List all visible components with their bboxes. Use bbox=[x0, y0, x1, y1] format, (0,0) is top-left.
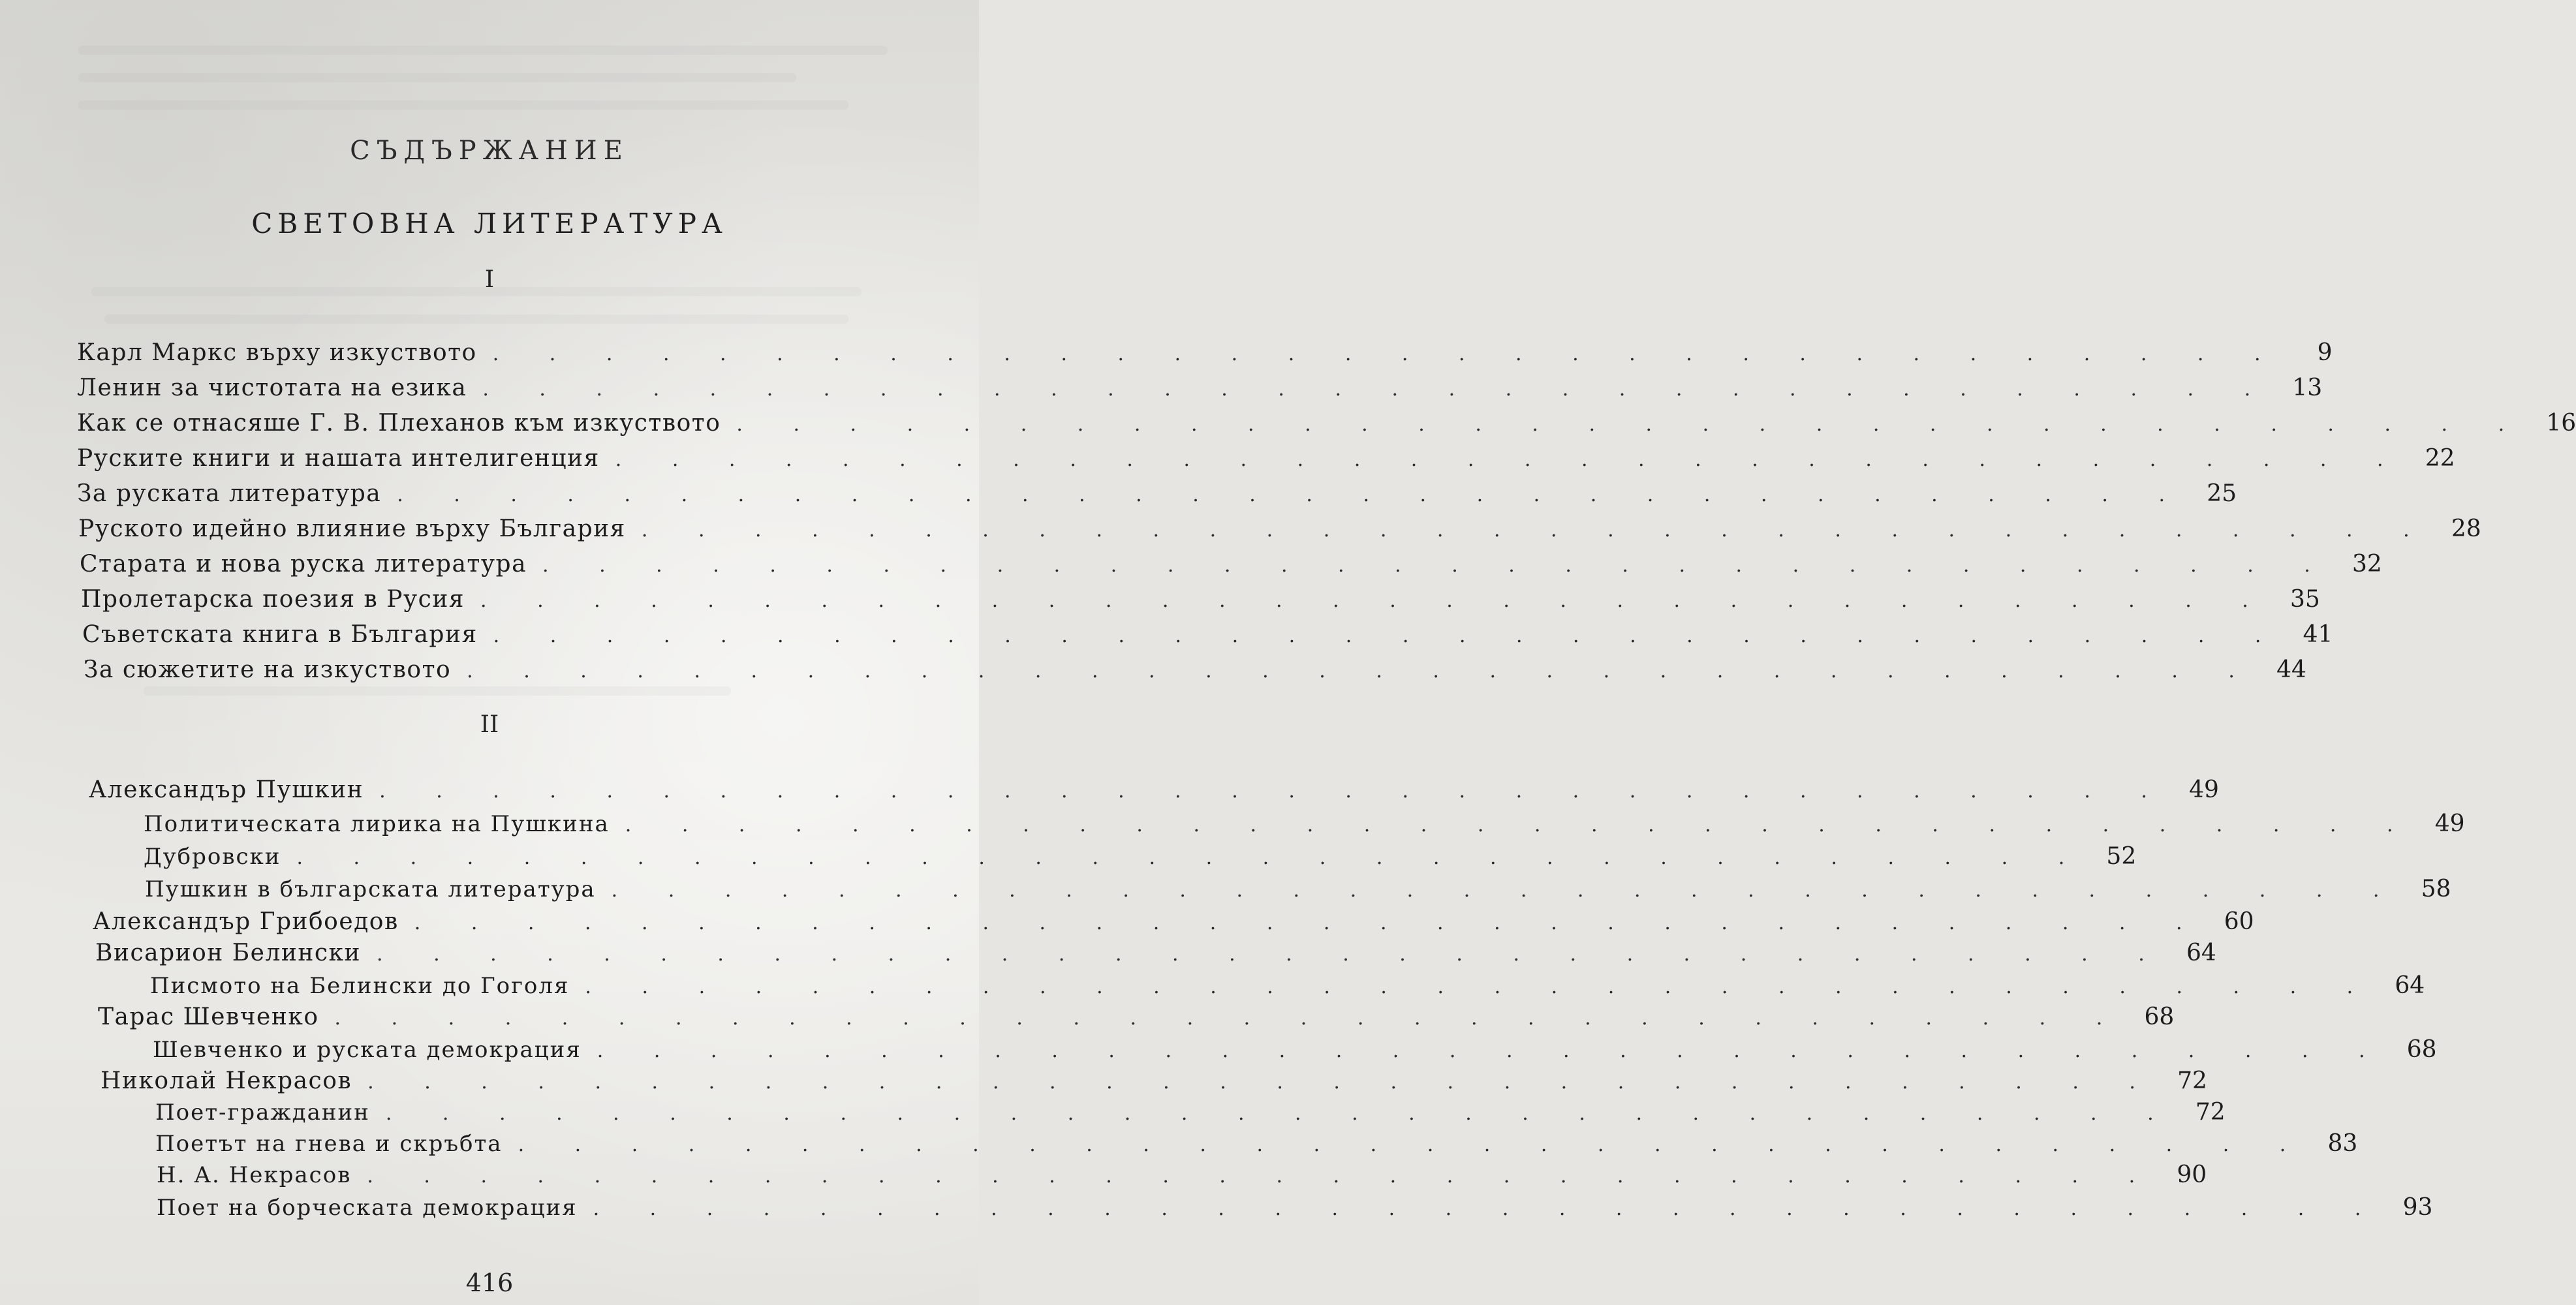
toc-subentry[interactable] bbox=[155, 1130, 2358, 1160]
leader-dots: . . . . . . . . . . . . . . . . . . . . . . . . . . . . . . . . bbox=[641, 519, 2432, 542]
leader-dots: . . . . . . . . . . . . . . . . . . . . . . . . . . . . . . . . bbox=[379, 780, 2169, 803]
toc-entry[interactable] bbox=[77, 445, 2455, 475]
toc-subentry[interactable] bbox=[157, 1194, 2433, 1224]
toc-entry[interactable] bbox=[78, 515, 2481, 545]
toc-subentry[interactable] bbox=[144, 843, 2137, 873]
toc-entry[interactable] bbox=[77, 480, 2237, 510]
toc-entry-page: 16 bbox=[2546, 410, 2576, 437]
leader-dots: . . . . . . . . . . . . . . . . . . . . . . . . . . . . . . . . bbox=[397, 484, 2187, 506]
leader-dots: . . . . . . . . . . . . . . . . . . . . . . . . . . . . . . . . bbox=[414, 912, 2205, 934]
toc-entry-page: 41 bbox=[2303, 621, 2333, 648]
toc-entry[interactable] bbox=[82, 621, 2333, 651]
leader-dots: . . . . . . . . . . . . . . . . . . . . . . . . . . . . . . . . bbox=[625, 814, 2415, 837]
show-through-line bbox=[78, 100, 848, 110]
toc-entry-page: 28 bbox=[2451, 515, 2481, 542]
leader-dots: . . . . . . . . . . . . . . . . . . . . . . . . . . . . . . . . bbox=[492, 343, 2283, 365]
leader-dots: . . . . . . . . . . . . . . . . . . . . . . . . . . . . . . . . bbox=[480, 589, 2271, 612]
toc-entry[interactable] bbox=[95, 940, 2216, 970]
toc-entry-title: Шевченко и руската демокрация bbox=[153, 1037, 582, 1063]
toc-entry-title: Поетът на гнева и скръбта bbox=[155, 1131, 503, 1157]
toc-entry-page: 68 bbox=[2144, 1004, 2175, 1030]
toc-subentry[interactable] bbox=[155, 1099, 2226, 1129]
leader-dots: . . . . . . . . . . . . . . . . . . . . . . . . . . . . . . . . bbox=[736, 413, 2527, 436]
toc-entry-title: Дубровски bbox=[144, 844, 281, 870]
leader-dots: . . . . . . . . . . . . . . . . . . . . . . . . . . . . . . . . bbox=[585, 975, 2376, 998]
toc-entry-page: 35 bbox=[2290, 586, 2320, 613]
toc-entry-page: 25 bbox=[2207, 480, 2237, 507]
toc-entry[interactable] bbox=[89, 776, 2219, 806]
part-two-label: II bbox=[480, 711, 499, 738]
toc-entry-page: 72 bbox=[2177, 1067, 2207, 1094]
toc-entry-title: Как се отнасяше Г. В. Плеханов към изкуството bbox=[77, 410, 721, 437]
toc-subentry[interactable] bbox=[153, 1036, 2437, 1066]
page-number: 416 bbox=[465, 1268, 514, 1297]
leader-dots: . . . . . . . . . . . . . . . . . . . . . . . . . . . . . . . . bbox=[611, 879, 2402, 902]
toc-entry-title: Руските книги и нашата интелигенция bbox=[77, 445, 600, 472]
toc-entry[interactable] bbox=[93, 908, 2254, 938]
toc-entry-title: Н. А. Некрасов bbox=[157, 1162, 352, 1188]
show-through-line bbox=[144, 686, 731, 696]
leader-dots: . . . . . . . . . . . . . . . . . . . . . . . . . . . . . . . . bbox=[542, 554, 2333, 577]
toc-entry-title: Политическата лирика на Пушкина bbox=[144, 811, 610, 837]
toc-entry-page: 32 bbox=[2352, 551, 2382, 577]
toc-entry-page: 49 bbox=[2189, 776, 2219, 803]
show-through-line bbox=[78, 46, 888, 55]
part-one-label: I bbox=[484, 266, 495, 293]
toc-entry-page: 9 bbox=[2317, 339, 2333, 366]
toc-entry-title: Поет на борческата демокрация bbox=[157, 1195, 578, 1221]
toc-entry-page: 13 bbox=[2292, 375, 2323, 401]
leader-dots: . . . . . . . . . . . . . . . . . . . . . . . . . . . . . . . . bbox=[482, 378, 2273, 401]
leader-dots: . . . . . . . . . . . . . . . . . . . . . . . . . . . . . . . . bbox=[377, 943, 2167, 966]
toc-entry-title: За сюжетите на изкуството bbox=[84, 656, 452, 683]
toc-entry-title: Висарион Белински bbox=[95, 940, 361, 966]
toc-entry-page: 64 bbox=[2186, 940, 2216, 966]
leader-dots: . . . . . . . . . . . . . . . . . . . . . . . . . . . . . . . . bbox=[367, 1071, 2158, 1094]
toc-entry[interactable] bbox=[77, 410, 2576, 440]
toc-entry-title: Съветската книга в България bbox=[82, 621, 478, 648]
toc-entry-title: Тарас Шевченко bbox=[98, 1004, 319, 1030]
toc-entry-page: 52 bbox=[2106, 843, 2137, 870]
leader-dots: . . . . . . . . . . . . . . . . . . . . . . . . . . . . . . . . bbox=[367, 1165, 2158, 1188]
toc-subentry[interactable] bbox=[144, 810, 2465, 840]
toc-entry-title: Александър Пушкин bbox=[89, 776, 364, 803]
toc-entry-title: Карл Маркс върху изкуството bbox=[77, 339, 477, 366]
show-through-line bbox=[78, 73, 796, 82]
toc-entry-page: 44 bbox=[2276, 656, 2306, 683]
toc-entry-title: Руското идейно влияние върху България bbox=[78, 515, 626, 542]
toc-entry-title: Пушкин в българската литература bbox=[145, 876, 596, 902]
toc-entry-page: 68 bbox=[2406, 1036, 2437, 1063]
toc-entry-title: Ленин за чистотата на езика bbox=[77, 375, 467, 401]
leader-dots: . . . . . . . . . . . . . . . . . . . . . . . . . . . . . . . . bbox=[334, 1007, 2125, 1030]
toc-subentry[interactable] bbox=[150, 972, 2425, 1002]
show-through-line bbox=[104, 315, 848, 324]
toc-entry[interactable] bbox=[98, 1004, 2175, 1034]
toc-entry[interactable] bbox=[77, 375, 2323, 405]
toc-entry-title: Поет-гражданин bbox=[155, 1099, 370, 1126]
leader-dots: . . . . . . . . . . . . . . . . . . . . . . . . . . . . . . . . bbox=[467, 660, 2257, 683]
toc-subentry[interactable] bbox=[157, 1161, 2207, 1191]
toc-entry-title: Николай Некрасов bbox=[101, 1067, 352, 1094]
toc-entry-page: 58 bbox=[2421, 876, 2451, 902]
toc-entry[interactable] bbox=[101, 1067, 2207, 1098]
contents-heading: СЪДЪРЖАНИЕ bbox=[350, 136, 629, 166]
toc-entry[interactable] bbox=[77, 339, 2333, 369]
toc-entry-page: 60 bbox=[2224, 908, 2254, 935]
toc-entry-page: 90 bbox=[2177, 1161, 2207, 1188]
toc-entry-page: 83 bbox=[2327, 1130, 2358, 1157]
leader-dots: . . . . . . . . . . . . . . . . . . . . . . . . . . . . . . . . bbox=[593, 1197, 2383, 1220]
leader-dots: . . . . . . . . . . . . . . . . . . . . . . . . . . . . . . . . bbox=[518, 1133, 2308, 1156]
toc-entry-page: 72 bbox=[2195, 1099, 2226, 1126]
toc-entry-title: Александър Грибоедов bbox=[93, 908, 399, 935]
toc-entry[interactable] bbox=[81, 586, 2320, 616]
leader-dots: . . . . . . . . . . . . . . . . . . . . . . . . . . . . . . . . bbox=[493, 624, 2284, 647]
toc-entry-page: 93 bbox=[2402, 1194, 2433, 1221]
toc-entry-title: Писмото на Белински до Гоголя bbox=[150, 973, 570, 999]
leader-dots: . . . . . . . . . . . . . . . . . . . . . . . . . . . . . . . . bbox=[615, 448, 2406, 471]
leader-dots: . . . . . . . . . . . . . . . . . . . . . . . . . . . . . . . . bbox=[385, 1102, 2176, 1125]
toc-entry[interactable] bbox=[80, 551, 2382, 581]
leader-dots: . . . . . . . . . . . . . . . . . . . . . . . . . . . . . . . . bbox=[296, 846, 2087, 869]
toc-entry-title: Старата и нова руска литература bbox=[80, 551, 527, 577]
toc-entry[interactable] bbox=[84, 656, 2306, 686]
toc-entry-page: 64 bbox=[2395, 972, 2425, 999]
toc-subentry[interactable] bbox=[145, 876, 2451, 906]
toc-entry-page: 49 bbox=[2434, 810, 2465, 837]
toc-entry-title: Пролетарска поезия в Русия bbox=[81, 586, 465, 613]
section-heading: СВЕТОВНА ЛИТЕРАТУРА bbox=[251, 207, 728, 239]
toc-entry-title: За руската литература bbox=[77, 480, 382, 507]
toc-entry-page: 22 bbox=[2425, 445, 2455, 472]
leader-dots: . . . . . . . . . . . . . . . . . . . . . . . . . . . . . . . . bbox=[597, 1039, 2387, 1062]
